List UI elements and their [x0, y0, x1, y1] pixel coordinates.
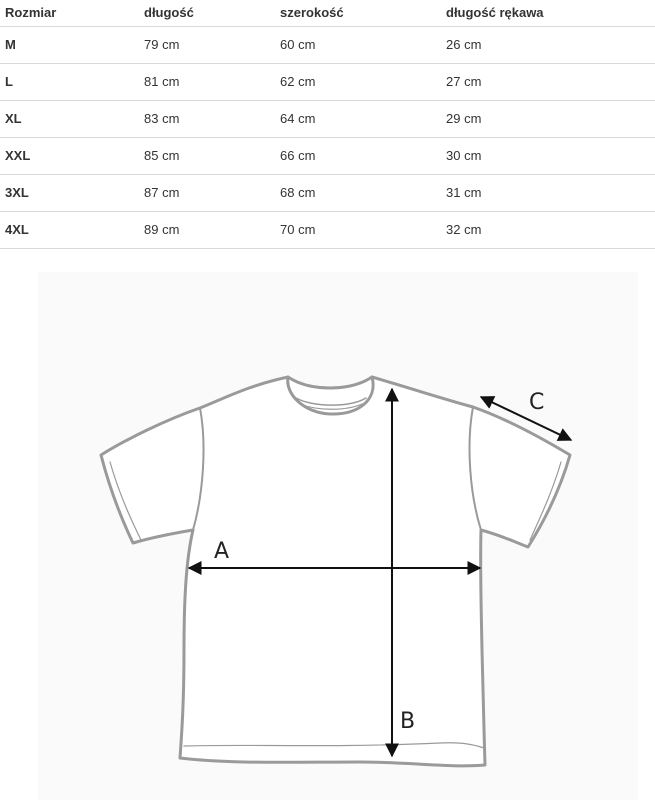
size-cell: 3XL: [0, 174, 139, 211]
width-cell: 70 cm: [275, 211, 441, 248]
sleeve-cell: 30 cm: [441, 137, 655, 174]
header-width: szerokość: [275, 0, 441, 26]
header-size: Rozmiar: [0, 0, 139, 26]
sleeve-cell: 32 cm: [441, 211, 655, 248]
length-label: B: [400, 709, 416, 734]
tshirt-measurement-diagram: [38, 272, 638, 800]
size-cell: XXL: [0, 137, 139, 174]
size-cell: 4XL: [0, 211, 139, 248]
width-cell: 62 cm: [275, 63, 441, 100]
sleeve-cell: 26 cm: [441, 26, 655, 63]
width-label: A: [214, 539, 230, 564]
size-cell: L: [0, 63, 139, 100]
header-sleeve-length: długość rękawa: [441, 0, 655, 26]
length-cell: 85 cm: [139, 137, 275, 174]
tshirt-outline: [101, 377, 570, 766]
size-cell: XL: [0, 100, 139, 137]
sleeve-cell: 31 cm: [441, 174, 655, 211]
header-length: długość: [139, 0, 275, 26]
width-cell: 66 cm: [275, 137, 441, 174]
length-cell: 89 cm: [139, 211, 275, 248]
sleeve-cell: 27 cm: [441, 63, 655, 100]
sleeve-label: C: [529, 390, 545, 415]
length-cell: 79 cm: [139, 26, 275, 63]
size-cell: M: [0, 26, 139, 63]
width-cell: 64 cm: [275, 100, 441, 137]
width-cell: 68 cm: [275, 174, 441, 211]
length-cell: 83 cm: [139, 100, 275, 137]
length-cell: 87 cm: [139, 174, 275, 211]
length-cell: 81 cm: [139, 63, 275, 100]
width-cell: 60 cm: [275, 26, 441, 63]
sleeve-cell: 29 cm: [441, 100, 655, 137]
